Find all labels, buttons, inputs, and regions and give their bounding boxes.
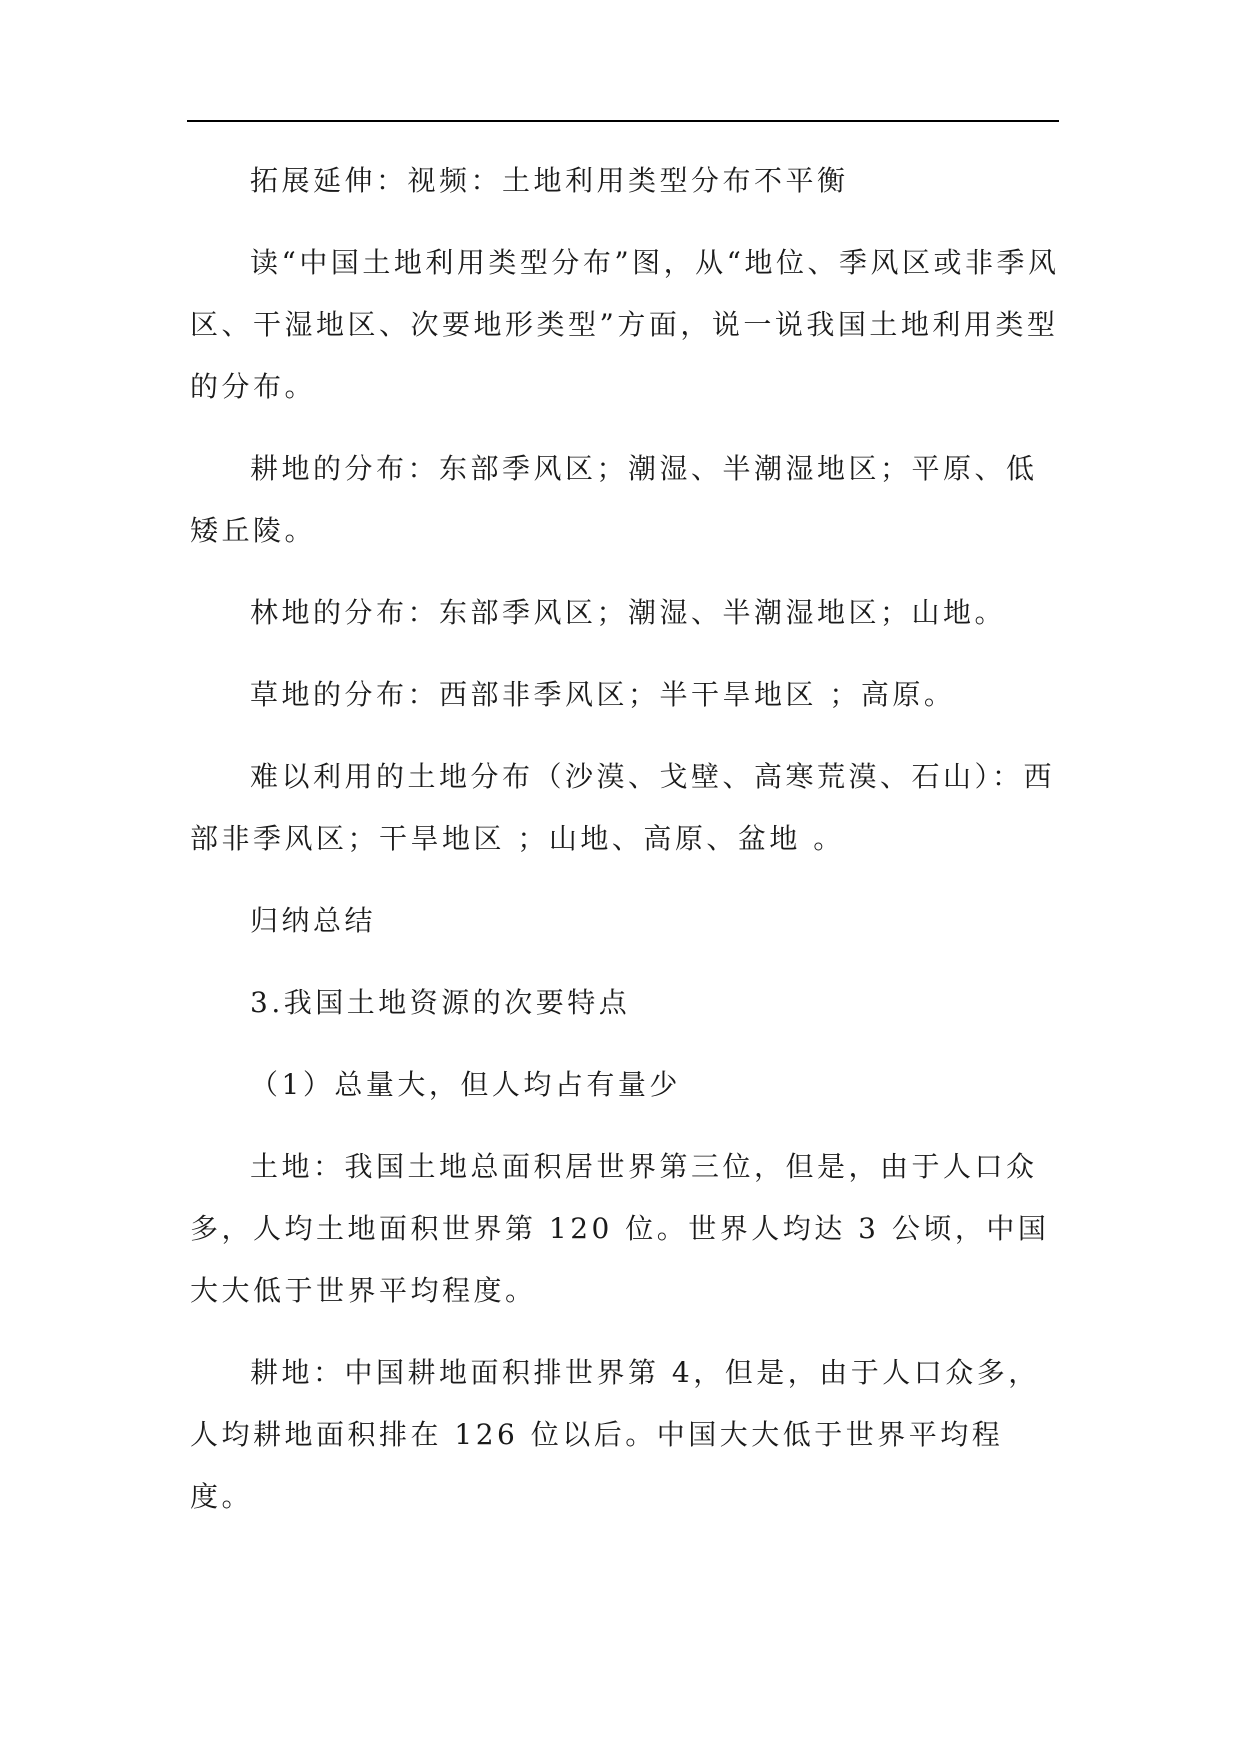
paragraph-land-area: 土地：我国土地总面积居世界第三位，但是，由于人口众多，人均土地面积世界第 120 位。世界人均达 3 公顷，中国大大低于世界平均程度。 [190, 1150, 1050, 1307]
paragraph-map-reading-task: 读“中国土地利用类型分布”图，从“地位、季风区或非季风区、干湿地区、次要地形类型”方面，说一说我国土地利用类型的分布。 [190, 246, 1060, 403]
paragraph-forest-distribution: 林地的分布：东部季风区；潮湿、半潮湿地区；山地。 [250, 596, 1007, 629]
section-heading-summary: 归纳总结 [250, 904, 377, 937]
paragraph-unusable-land-distribution: 难以利用的土地分布（沙漠、戈壁、高寒荒漠、石山）：西部非季风区；干旱地区 ；山地、高原、盆地 。 [190, 760, 1056, 855]
section-heading-land-features: 3.我国土地资源的次要特点 [250, 986, 631, 1019]
header-rule [187, 120, 1059, 122]
paragraph-grassland-distribution: 草地的分布：西部非季风区；半干旱地区 ；高原。 [250, 678, 956, 711]
paragraph-cropland-distribution: 耕地的分布：东部季风区；潮湿、半潮湿地区；平原、低矮丘陵。 [190, 452, 1038, 547]
paragraph-extension-video: 拓展延伸：视频：土地利用类型分布不平衡 [250, 164, 849, 197]
paragraph-cropland-area: 耕地：中国耕地面积排世界第 4，但是，由于人口众多，人均耕地面积排在 126 位以后。中国大大低于世界平均程度。 [190, 1356, 1040, 1513]
subheading-total-vs-per-capita: （1）总量大，但人均占有量少 [250, 1068, 681, 1101]
document-body [190, 150, 1060, 1548]
